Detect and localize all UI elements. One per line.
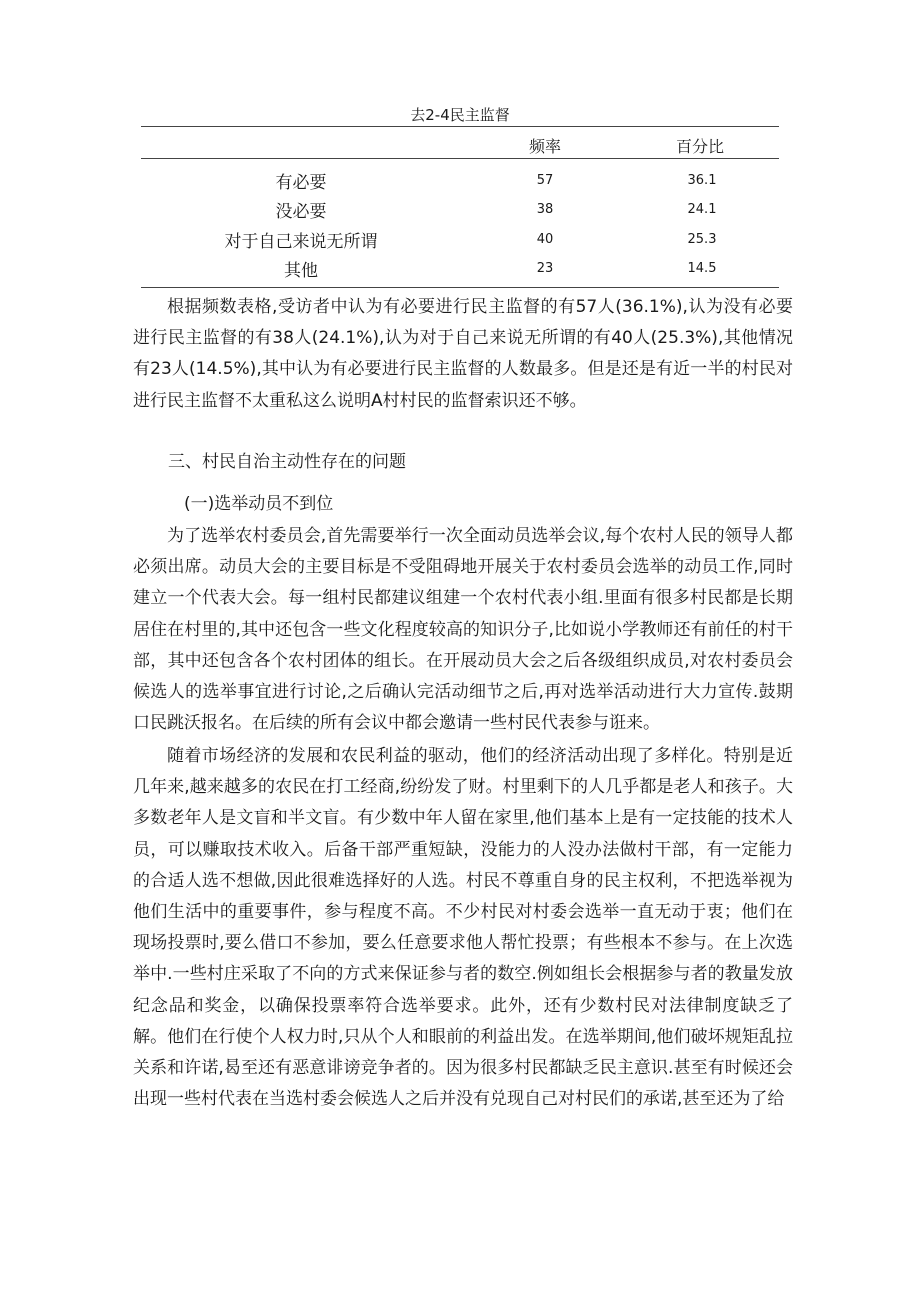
row-label: 对于自己来说无所谓 bbox=[224, 232, 378, 252]
table-row bbox=[141, 197, 779, 225]
paragraph-text: 根据频数表格,受访者中认为有必要进行民主监督的有57人(36.1%),认为没有必要进行民主监督的有38人(24.1%),认为对于自己来说无所谓的有40人(25.3%),其他情况有23人(14.5%),其中认为有必要进行民主监督的人数最多。但是还是有近一半的村民对进行民主监督不太重私这么说明A村村民的监督索识还不够。 bbox=[133, 297, 793, 411]
paragraph-election-mobilization bbox=[133, 521, 793, 739]
table-row bbox=[141, 227, 779, 255]
paragraph-market-economy bbox=[133, 741, 793, 1115]
table-header-frequency: 频率 bbox=[529, 137, 562, 156]
table-header-percent: 百分比 bbox=[676, 137, 725, 156]
row-percent: 25.3 bbox=[687, 232, 717, 247]
paragraph-text: 为了选举农村委员会,首先需要举行一次全面动员选举会议,每个农村人民的领导人都必须出席。动员大会的主要目标是不受阻碍地开展关于农村委员会选举的动员工作,同时建立一个代表大会。每一组村民都建议组建一个农村代表小组.里面有很多村民都是长期居住在村里的,其中还包含一些文化程度较高的知识分子,比如说小学教师还有前任的村干部，其中还包含各个农村团体的组长。在开展动员大会之后各级组织成员,对农村委员会候选人的选举事宜进行讨论,之后确认完活动细节之后,再对选举活动进行大力宣传.鼓期口民跳沃报名。在后续的所有会议中都会邀请一些村民代表参与诳来。 bbox=[133, 526, 793, 734]
row-label: 有必要 bbox=[275, 173, 327, 193]
row-frequency: 57 bbox=[536, 173, 554, 188]
section-heading: 三、村民自治主动性存在的问题 bbox=[168, 452, 406, 472]
row-frequency: 38 bbox=[536, 202, 554, 217]
row-label: 没必要 bbox=[275, 202, 327, 222]
table-bottom-rule bbox=[141, 287, 779, 288]
paragraph-frequency-summary bbox=[133, 292, 793, 417]
row-label: 其他 bbox=[284, 261, 318, 281]
row-percent: 24.1 bbox=[687, 202, 717, 217]
table-top-rule bbox=[141, 126, 779, 127]
subsection-heading: (一)选举动员不到位 bbox=[184, 494, 334, 514]
paragraph-text: 随着市场经济的发展和农民利益的驱动，他们的经济活动出现了多样化。特别是近几年来,越来越多的农民在打工经商,纷纷发了财。村里剩下的人几乎都是老人和孩子。大多数老年人是文盲和半文盲。有少数中年人留在家里,他们基本上是有一定技能的技术人员，可以赚取技术收入。后备干部严重短缺，没能力的人没办法做村干部，有一定能力的合适人选不想做,因此很难选择好的人选。村民不尊重自身的民主权利，不把选举视为他们生活中的重要事件，参与程度不高。不少村民对村委会选举一直无动于衷；他们在现场投票时,要么借口不参加，要么任意要求他人帮忙投票；有些根本不参与。在上次选举中.一些村庄采取了不向的方式来保证参与者的数空.例如组长会根据参与者的教量发放纪念品和奖金，以确保投票率符合选举要求。此外，还有少数村民对法律制度缺乏了解。他们在行使个人权力时,只从个人和眼前的利益出发。在选举期间,他们破坏规矩乱拉关系和许诺,曷至还有恶意诽谤竞争者的。因为很多村民都缺乏民主意识.甚至有时候还会出现一些村代表在当选村委会候选人之后并没有兑现自己对村民们的承诺,甚至还为了给 bbox=[133, 746, 793, 1110]
row-percent: 14.5 bbox=[687, 261, 717, 276]
table-row bbox=[141, 256, 779, 284]
row-percent: 36.1 bbox=[687, 173, 717, 188]
row-frequency: 23 bbox=[536, 261, 554, 276]
table-row bbox=[141, 168, 779, 196]
row-frequency: 40 bbox=[536, 232, 554, 247]
table-header-rule bbox=[141, 158, 779, 159]
table-caption: 去2-4民主监督 bbox=[410, 106, 510, 124]
